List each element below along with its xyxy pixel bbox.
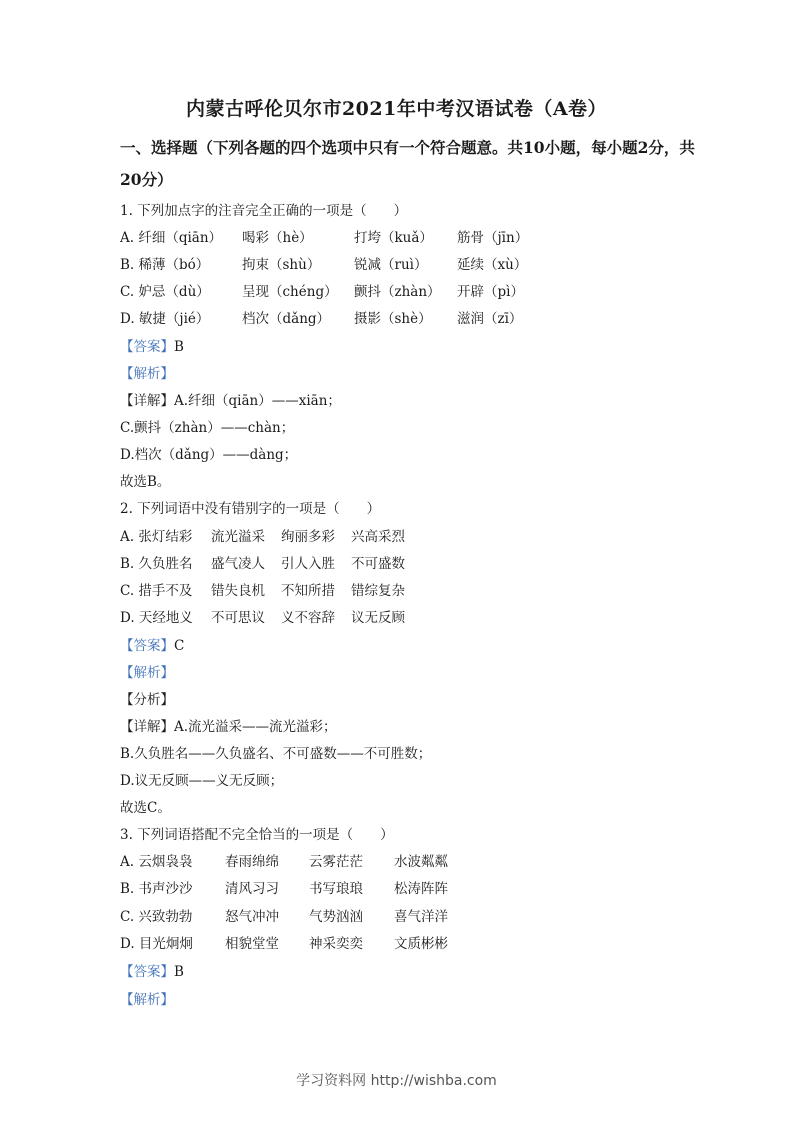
- q3-option-cell: D. 目光炯炯: [120, 936, 193, 952]
- q3-option-cell: C. 兴致勃勃: [120, 909, 193, 925]
- section-heading: 一、选择题（下列各题的四个选项中只有一个符合题意。共10小题，每小题2分，共20分）: [120, 138, 695, 189]
- q2-detail-line: D.议无反顾——义无反顾；: [120, 773, 284, 789]
- q1-option-cell: 锐减（ruì）: [354, 257, 428, 273]
- q3-option-cell: 云雾茫茫: [309, 854, 363, 870]
- q3-option-cell: A. 云烟袅袅: [120, 854, 193, 870]
- answer-value: C: [174, 638, 185, 654]
- q2-option-cell: 不知所措: [281, 583, 335, 599]
- q1-detail-line: 【详解】A.纤细（qiān）——xiān；: [120, 393, 341, 409]
- q1-option-cell: 滋润（zī）: [457, 311, 523, 327]
- q3-option-cell: 松涛阵阵: [394, 881, 448, 897]
- q3-option-cell: 神采奕奕: [309, 936, 363, 952]
- q2-option-cell: 错综复杂: [351, 583, 405, 599]
- q1-option-cell: 筋骨（jīn）: [457, 230, 529, 246]
- q1-option-cell: 摄影（shè）: [354, 311, 432, 327]
- q2-analysis-tag: 【解析】: [120, 665, 174, 681]
- q2-option-cell: C. 措手不及: [120, 583, 193, 599]
- footer-watermark: 学习资料网 http://wishba.com: [296, 1073, 497, 1089]
- page-title: 内蒙古呼伦贝尔市2021年中考汉语试卷（A卷）: [185, 98, 608, 120]
- question-1-stem: 1. 下列加点字的注音完全正确的一项是（ ）: [120, 203, 408, 219]
- q2-option-cell: 错失良机: [211, 583, 265, 599]
- q1-detail-line: C.颤抖（zhàn）——chàn；: [120, 420, 295, 436]
- q1-answer: [120, 338, 184, 356]
- q1-option-cell: C. 妒忌（dù）: [120, 284, 210, 300]
- answer-value: B: [174, 339, 184, 355]
- q2-answer: [120, 637, 184, 655]
- q3-option-cell: 春雨绵绵: [225, 854, 279, 870]
- q1-option-cell: 档次（dǎng）: [242, 311, 331, 327]
- q2-option-cell: D. 天经地义: [120, 610, 193, 626]
- q3-analysis-tag: 【解析】: [120, 992, 174, 1008]
- q2-option-cell: 引人入胜: [281, 556, 335, 572]
- question-2-stem: 2. 下列词语中没有错别字的一项是（ ）: [120, 501, 381, 517]
- answer-tag: 【答案】: [120, 638, 174, 654]
- q2-option-cell: 绚丽多彩: [281, 529, 335, 545]
- q2-option-cell: 议无反顾: [351, 610, 405, 626]
- q2-detail-line: B.久负胜名——久负盛名、不可盛数——不可胜数；: [120, 746, 432, 762]
- q3-option-cell: 怒气冲冲: [225, 909, 279, 925]
- q2-option-cell: 流光溢采: [211, 529, 265, 545]
- q2-fenxi-tag: 【分析】: [120, 692, 174, 708]
- q2-option-cell: A. 张灯结彩: [120, 529, 193, 545]
- q1-detail-line: D.档次（dǎng）——dàng；: [120, 447, 298, 463]
- question-3-stem: 3. 下列词语搭配不完全恰当的一项是（ ）: [120, 827, 394, 843]
- answer-tag: 【答案】: [120, 964, 174, 980]
- q2-option-cell: 兴高采烈: [351, 529, 405, 545]
- q3-option-cell: 喜气洋洋: [394, 909, 448, 925]
- q3-option-cell: 水波粼粼: [394, 854, 448, 870]
- q1-option-cell: 拘束（shù）: [242, 257, 321, 273]
- q3-option-cell: 书写琅琅: [309, 881, 363, 897]
- q1-option-cell: D. 敏捷（jié）: [120, 311, 210, 327]
- answer-tag: 【答案】: [120, 339, 174, 355]
- q2-option-cell: 不可思议: [211, 610, 265, 626]
- q1-option-cell: 打垮（kuǎ）: [354, 230, 433, 246]
- q1-option-cell: 颤抖（zhàn）: [354, 284, 441, 300]
- q3-option-cell: 清风习习: [225, 881, 279, 897]
- q1-option-cell: 延续（xù）: [457, 257, 528, 273]
- q1-analysis-tag: 【解析】: [120, 366, 174, 382]
- q1-option-cell: 开辟（pì）: [457, 284, 524, 300]
- q1-option-cell: 喝彩（hè）: [242, 230, 313, 246]
- q2-option-cell: 不可盛数: [351, 556, 405, 572]
- q2-option-cell: B. 久负胜名: [120, 556, 193, 572]
- q3-option-cell: 相貌堂堂: [225, 936, 279, 952]
- q1-option-cell: 呈现（chéng）: [242, 284, 338, 300]
- q1-option-cell: A. 纤细（qiān）: [120, 230, 223, 246]
- q1-option-cell: B. 稀薄（bó）: [120, 257, 210, 273]
- q3-option-cell: 文质彬彬: [394, 936, 448, 952]
- q2-detail-line: 故选C。: [120, 800, 171, 816]
- q1-detail-line: 故选B。: [120, 474, 171, 490]
- q2-detail-line: 【详解】A.流光溢采——流光溢彩；: [120, 719, 337, 735]
- q3-option-cell: 气势汹汹: [309, 909, 363, 925]
- q3-answer: [120, 963, 184, 981]
- answer-value: B: [174, 964, 184, 980]
- q2-option-cell: 盛气凌人: [211, 556, 265, 572]
- q2-option-cell: 义不容辞: [281, 610, 335, 626]
- q3-option-cell: B. 书声沙沙: [120, 881, 193, 897]
